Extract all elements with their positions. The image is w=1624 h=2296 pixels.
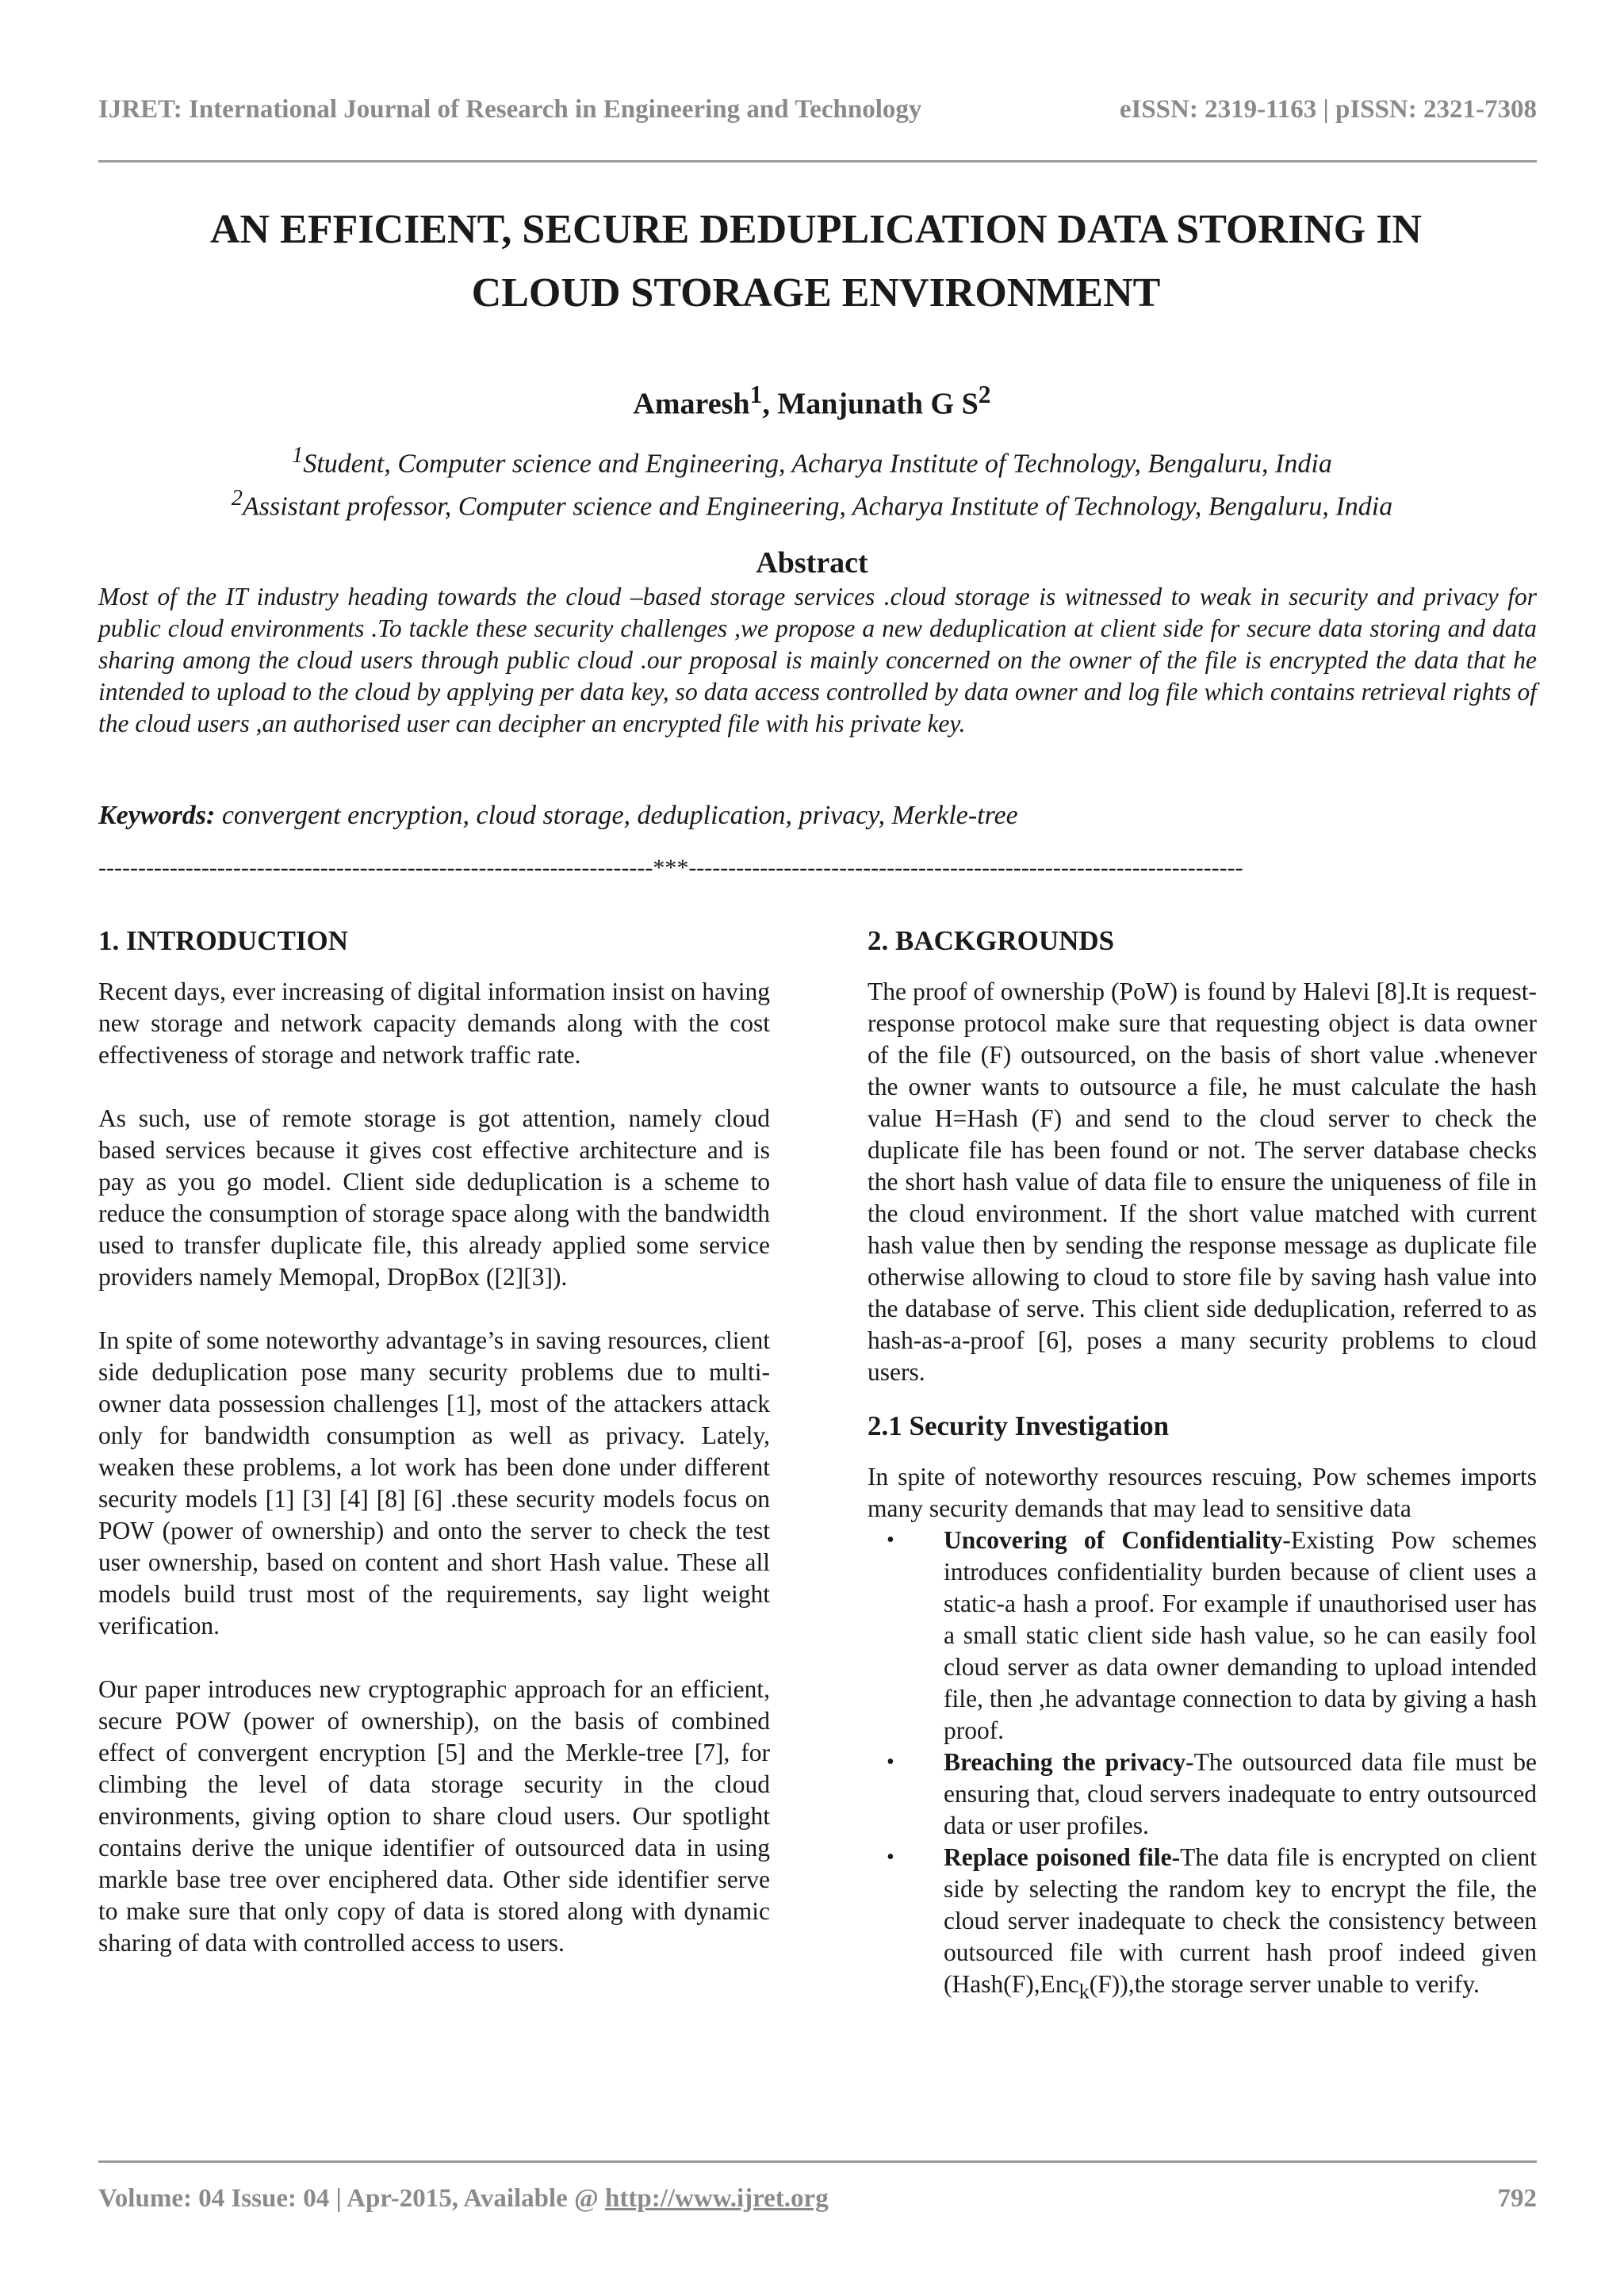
bullet-text: -The outsourced data file must be ensuring that, cloud servers inadequate to entry outsourced data or user profiles.: [944, 1748, 1537, 1839]
list-item: [868, 1525, 1537, 1747]
keywords-label: Keywords:: [98, 801, 216, 830]
right-column: [868, 924, 1537, 2007]
abstract-text: Most of the IT industry heading towards the cloud –based storage services .cloud storage is witnessed to weak in security and privacy for public cloud environments .To tackle these security challenges ,we propose a new deduplication at client side for secure data storing and data sharing among the cloud users through public cloud .our proposal is mainly concerned on the owner of the file is encrypted the data that he intended to upload to the cloud by applying per data key, so data access controlled by data owner and log file which contains retrieval rights of the cloud users ,an authorised user can decipher an encrypted file with his private key.: [98, 583, 1537, 737]
author-sep: ,: [762, 387, 778, 421]
security-list: [868, 1525, 1537, 2007]
footer-volume: Volume: 04 Issue: 04 | Apr-2015, Available @ http://www.ijret.org: [98, 2184, 829, 2213]
list-item: [868, 1842, 1537, 2007]
intro-paragraph: Recent days, ever increasing of digital information insist on having new storage and network capacity demands along with the cost effectiveness of storage and network traffic rate.: [98, 978, 770, 1069]
keywords-text: convergent encryption, cloud storage, deduplication, privacy, Merkle-tree: [215, 801, 1018, 830]
authors: [0, 381, 1624, 422]
bullet-icon: •: [887, 1750, 894, 1774]
backgrounds-paragraph: The proof of ownership (PoW) is found by Halevi [8].It is request-response protocol make sure that requesting object is data owner of the file (F) outsourced, on the basis of short value .whenever the owner wants to outsource a file, he must calculate the hash value H=Hash (F) and send to the cloud server to check the duplicate file has been found or not. The server database checks the short hash value of data file to ensure the uniqueness of file in the cloud environment. If the short value matched with current hash value then by sending the response message as duplicate file otherwise allowing to cloud to store file by saving hash value into the database of serve. This client side deduplication, referred to as hash-as-a-proof [6], poses a many security problems to cloud users.: [868, 978, 1537, 1386]
backgrounds-heading: 2. BACKGROUNDS: [868, 925, 1115, 956]
bullet-text-tail: (F)),the storage server unable to verify.: [1089, 1970, 1480, 1998]
section-separator: ----------------------------------------------------------------------***----------------------------------------------------------------------: [98, 855, 1243, 881]
intro-paragraph: As such, use of remote storage is got attention, namely cloud based services because it gives cost effective architecture and is pay as you go model. Client side deduplication is a scheme to reduce the consumption of storage space along with the bandwidth used to transfer duplicate file, this already applied some service providers namely Memopal, DropBox ([2][3]).: [98, 1104, 770, 1291]
bullet-title: Replace poisoned file-: [944, 1843, 1181, 1871]
keywords: [98, 801, 1537, 831]
affiliations: [0, 438, 1624, 525]
bullet-text: The data file is encrypted on client side by selecting the random key to encrypt the file, the cloud server inadequate to check the consistency between outsourced file with current hash proof indeed given (Hash(F),Enc: [944, 1843, 1537, 1998]
intro-heading: 1. INTRODUCTION: [98, 925, 349, 956]
affiliation-2: $^2$Assistant professor, Computer science and Engineering, Acharya Institute of Technology, Bengaluru, India: [231, 486, 1393, 522]
security-heading: 2.1 Security Investigation: [868, 1410, 1170, 1441]
affiliation-1: $^1$Student, Computer science and Engineering, Acharya Institute of Technology, Bengaluru, India: [292, 443, 1332, 479]
header-rule: [98, 160, 1537, 163]
intro-paragraph: In spite of some noteworthy advantage’s in saving resources, client side deduplication pose many security problems due to multi-owner data possession challenges [1], most of the attackers attack only for bandwidth consumption as well as privacy. Lately, weaken these problems, a lot work has been done under different security models [1] [3] [4] [8] [6] .these security models focus on POW (power of ownership) and onto the server to check the test user ownership, based on content and short Hash value. These all models build trust most of the requirements, say light weight verification.: [98, 1326, 770, 1640]
issn-info: eISSN: 2319-1163 | pISSN: 2321-7308: [1119, 95, 1537, 124]
security-intro: In spite of noteworthy resources rescuing, Pow schemes imports many security demands that may lead to sensitive data: [868, 1463, 1537, 1522]
author-2-sup: 2: [978, 381, 991, 408]
bullet-subscript: k: [1078, 1980, 1090, 2003]
author-1: Amaresh: [633, 387, 750, 421]
journal-name: IJRET: International Journal of Research in Engineering and Technology: [98, 95, 922, 124]
bullet-text: -Existing Pow schemes introduces confidentiality burden because of client uses a static-a hash a proof. For example if unauthorised user has a small static client side hash value, so he can easily fool cloud server as data owner demanding to upload intended file, then ,he advantage connection to data by giving a hash proof.: [944, 1526, 1537, 1744]
footer-rule: [98, 2160, 1537, 2163]
abstract-heading: Abstract: [756, 546, 868, 580]
title-line-2: CLOUD STORAGE ENVIRONMENT: [471, 270, 1161, 316]
running-footer: [98, 2184, 1537, 2214]
bullet-icon: •: [887, 1528, 894, 1552]
intro-paragraph: Our paper introduces new cryptographic approach for an efficient, secure POW (power of ownership), on the basis of combined effect of convergent encryption [5] and the Merkle-tree [7], for climbing the level of data storage security in the cloud environments, giving option to share cloud users. Our spotlight contains derive the unique identifier of outsourced data in using markle base tree over enciphered data. Other side identifier serve to make sure that only copy of data is stored along with dynamic sharing of data with controlled access to users.: [98, 1675, 770, 1957]
journal-link[interactable]: http://www.ijret.org: [605, 2184, 829, 2213]
author-2: Manjunath G S: [777, 387, 979, 421]
list-item: [868, 1747, 1537, 1842]
left-column: [98, 924, 770, 1959]
author-1-sup: 1: [749, 381, 763, 408]
title-line-1: AN EFFICIENT, SECURE DEDUPLICATION DATA STORING IN: [210, 207, 1422, 252]
running-header: [98, 95, 1537, 135]
bullet-title: Breaching the privacy: [944, 1748, 1186, 1776]
paper-title: [95, 198, 1537, 325]
page-number: 792: [1497, 2184, 1537, 2213]
bullet-icon: •: [887, 1845, 894, 1869]
bullet-title: Uncovering of Confidentiality: [944, 1526, 1283, 1554]
